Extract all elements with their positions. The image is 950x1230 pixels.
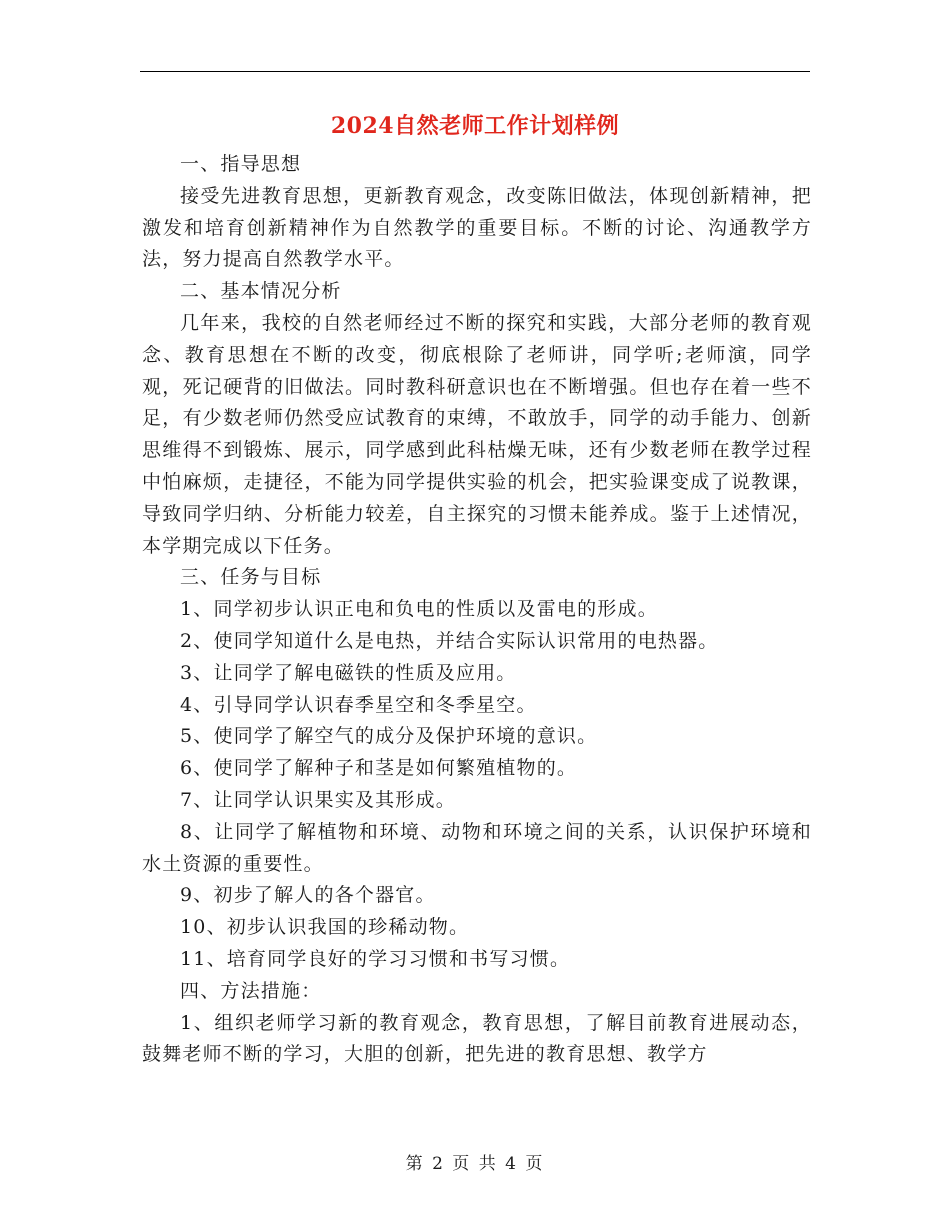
list-item: 9、初步了解人的各个器官。 (180, 884, 436, 907)
list-item: 1、同学初步认识正电和负电的性质以及雷电的形成。 (180, 598, 658, 621)
list-item: 2、使同学知道什么是电热，并结合实际认识常用的电热器。 (180, 629, 719, 652)
document-body (142, 149, 812, 1071)
list-item: 4、引导同学认识春季星空和冬季星空。 (180, 693, 537, 716)
section-heading-tasks-goals: 三、任务与目标 (180, 566, 322, 589)
document-title: 2024自然老师工作计划样例 (330, 113, 620, 139)
list-item: 1、组织老师学习新的教育观念，教育思想，了解目前教育进展动态，鼓舞老师不断的学习，大胆的创新，把先进的教育思想、教学方 (142, 1011, 812, 1066)
list-item: 7、让同学认识果实及其形成。 (180, 788, 456, 811)
list-item: 8、让同学了解植物和环境、动物和环境之间的关系，认识保护环境和水土资源的重要性。 (142, 820, 812, 875)
list-item: 10、初步认识我国的珍稀动物。 (180, 916, 470, 939)
section-heading-situation-analysis: 二、基本情况分析 (180, 280, 342, 303)
header-rule (140, 71, 810, 72)
paragraph: 接受先进教育思想，更新教育观念，改变陈旧做法，体现创新精神，把激发和培育创新精神作为自然教学的重要目标。不断的讨论、沟通教学方法，努力提高自然教学水平。 (142, 184, 812, 271)
section-heading-methods: 四、方法措施： (180, 979, 322, 1002)
page-number: 第 2 页 共 4 页 (405, 1154, 545, 1174)
section-heading-guiding-ideology: 一、指导思想 (180, 153, 302, 175)
list-item: 5、使同学了解空气的成分及保护环境的意识。 (180, 725, 598, 748)
list-item: 3、让同学了解电磁铁的性质及应用。 (180, 661, 517, 684)
list-item: 11、培育同学良好的学习习惯和书写习惯。 (180, 947, 571, 970)
list-item: 6、使同学了解种子和茎是如何繁殖植物的。 (180, 757, 578, 780)
paragraph: 几年来，我校的自然老师经过不断的探究和实践，大部分老师的教育观念、教育思想在不断的改变，彻底根除了老师讲，同学听;老师演，同学观，死记硬背的旧做法。同时教科研意识也在不断增强。但也存在着一些不足，有少数老师仍然受应试教育的束缚，不敢放手，同学的动手能力、创新思维得不到锻炼、展示，同学感到此科枯燥无味，还有少数老师在教学过程中怕麻烦，走捷径，不能为同学提供实验的机会，把实验课变成了说教课，导致同学归纳、分析能力较差，自主探究的习惯未能养成。鉴于上述情况，本学期完成以下任务。 (142, 311, 812, 557)
